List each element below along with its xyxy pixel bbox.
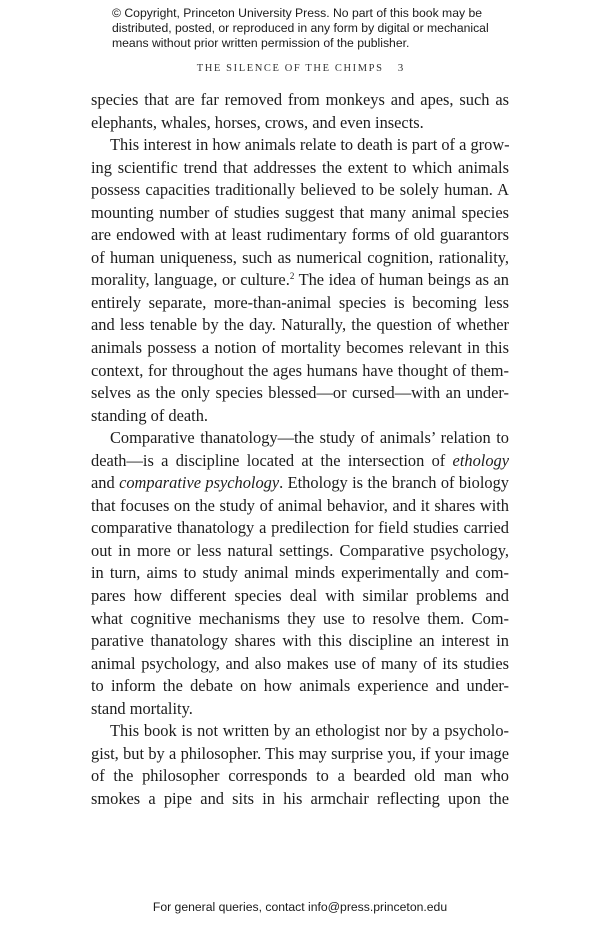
body-line: possess capacities traditionally believed to be solely human. A xyxy=(91,180,509,200)
body-line-segment: morality, language, or culture. xyxy=(91,270,290,290)
body-line: gist, but by a philosopher. This may surprise you, if your image xyxy=(91,743,509,763)
copyright-line: © Copyright, Princeton University Press. No part of this book may be xyxy=(112,6,483,20)
body-line: ing scientific trend that addresses the extent to which animals xyxy=(91,157,509,177)
body-line: pares how different species deal with similar problems and xyxy=(91,586,509,606)
body-line: and less tenable by the day. Naturally, the question of whether xyxy=(91,315,509,335)
body-line-segment: The idea of human beings as an xyxy=(294,270,509,290)
body-text xyxy=(91,89,509,811)
body-line: standing of death. xyxy=(91,405,208,425)
body-line-segment: death—is a discipline located at the intersection of xyxy=(91,450,453,470)
body-line: comparative thanatology a predilection for field studies carried xyxy=(91,518,509,538)
body-line: This interest in how animals relate to death is part of a grow- xyxy=(110,135,510,155)
body-line-segment: and xyxy=(91,473,120,493)
footer-contact: For general queries, contact info@press.princeton.edu xyxy=(152,900,448,914)
copyright-notice xyxy=(112,6,532,51)
body-line: of the philosopher corresponds to a bearded old man who xyxy=(91,766,509,786)
body-line: are endowed with at least rudimentary forms of old guarantors xyxy=(91,225,509,245)
body-line: out in more or less natural settings. Comparative psychology, xyxy=(91,540,509,560)
footnote-reference: 2 xyxy=(289,271,295,282)
body-line: This book is not written by an ethologist nor by a psycholo- xyxy=(110,721,509,741)
body-line: what cognitive mechanisms they use to resolve them. Com- xyxy=(91,608,509,628)
copyright-line: means without prior written permission of the publisher. xyxy=(112,36,410,50)
body-line: that focuses on the study of animal behavior, and it shares with xyxy=(91,495,509,515)
body-line: smokes a pipe and sits in his armchair reflecting upon the xyxy=(91,788,509,808)
body-line-segment: . Ethology is the branch of biology xyxy=(279,473,509,493)
body-line: mounting number of studies suggest that many animal species xyxy=(91,202,509,222)
body-line: animal psychology, and also makes use of many of its studies xyxy=(91,653,509,673)
body-line xyxy=(91,472,509,495)
body-line: species that are far removed from monkeys and apes, such as xyxy=(91,90,509,109)
italic-term: ethology xyxy=(452,450,509,470)
body-line: of human uniqueness, such as numerical cognition, rationality, xyxy=(91,247,509,267)
body-line: to inform the debate on how animals experience and under- xyxy=(91,676,509,696)
body-line: parative thanatology shares with this discipline an interest in xyxy=(91,631,509,651)
page-number: 3 xyxy=(397,62,404,74)
italic-term: comparative psychology xyxy=(119,473,280,493)
body-line: in turn, aims to study animal minds experimentally and com- xyxy=(91,563,509,583)
running-head-title: THE SILENCE OF THE CHIMPS xyxy=(196,63,384,74)
body-line: elephants, whales, horses, crows, and even insects. xyxy=(91,112,424,132)
body-line: selves as the only species blessed—or cursed—with an under- xyxy=(91,383,509,403)
body-line xyxy=(91,450,509,473)
copyright-line: distributed, posted, or reproduced in any form by digital or mechanical xyxy=(112,21,489,35)
body-line: entirely separate, more-than-animal species is becoming less xyxy=(91,292,509,312)
body-line xyxy=(91,269,509,292)
body-line: animals possess a notion of mortality becomes relevant in this xyxy=(91,338,509,358)
body-line: stand mortality. xyxy=(91,698,193,718)
body-line: Comparative thanatology—the study of animals’ relation to xyxy=(110,428,509,448)
body-line: context, for throughout the ages humans have thought of them- xyxy=(91,360,509,380)
running-head xyxy=(0,62,600,74)
